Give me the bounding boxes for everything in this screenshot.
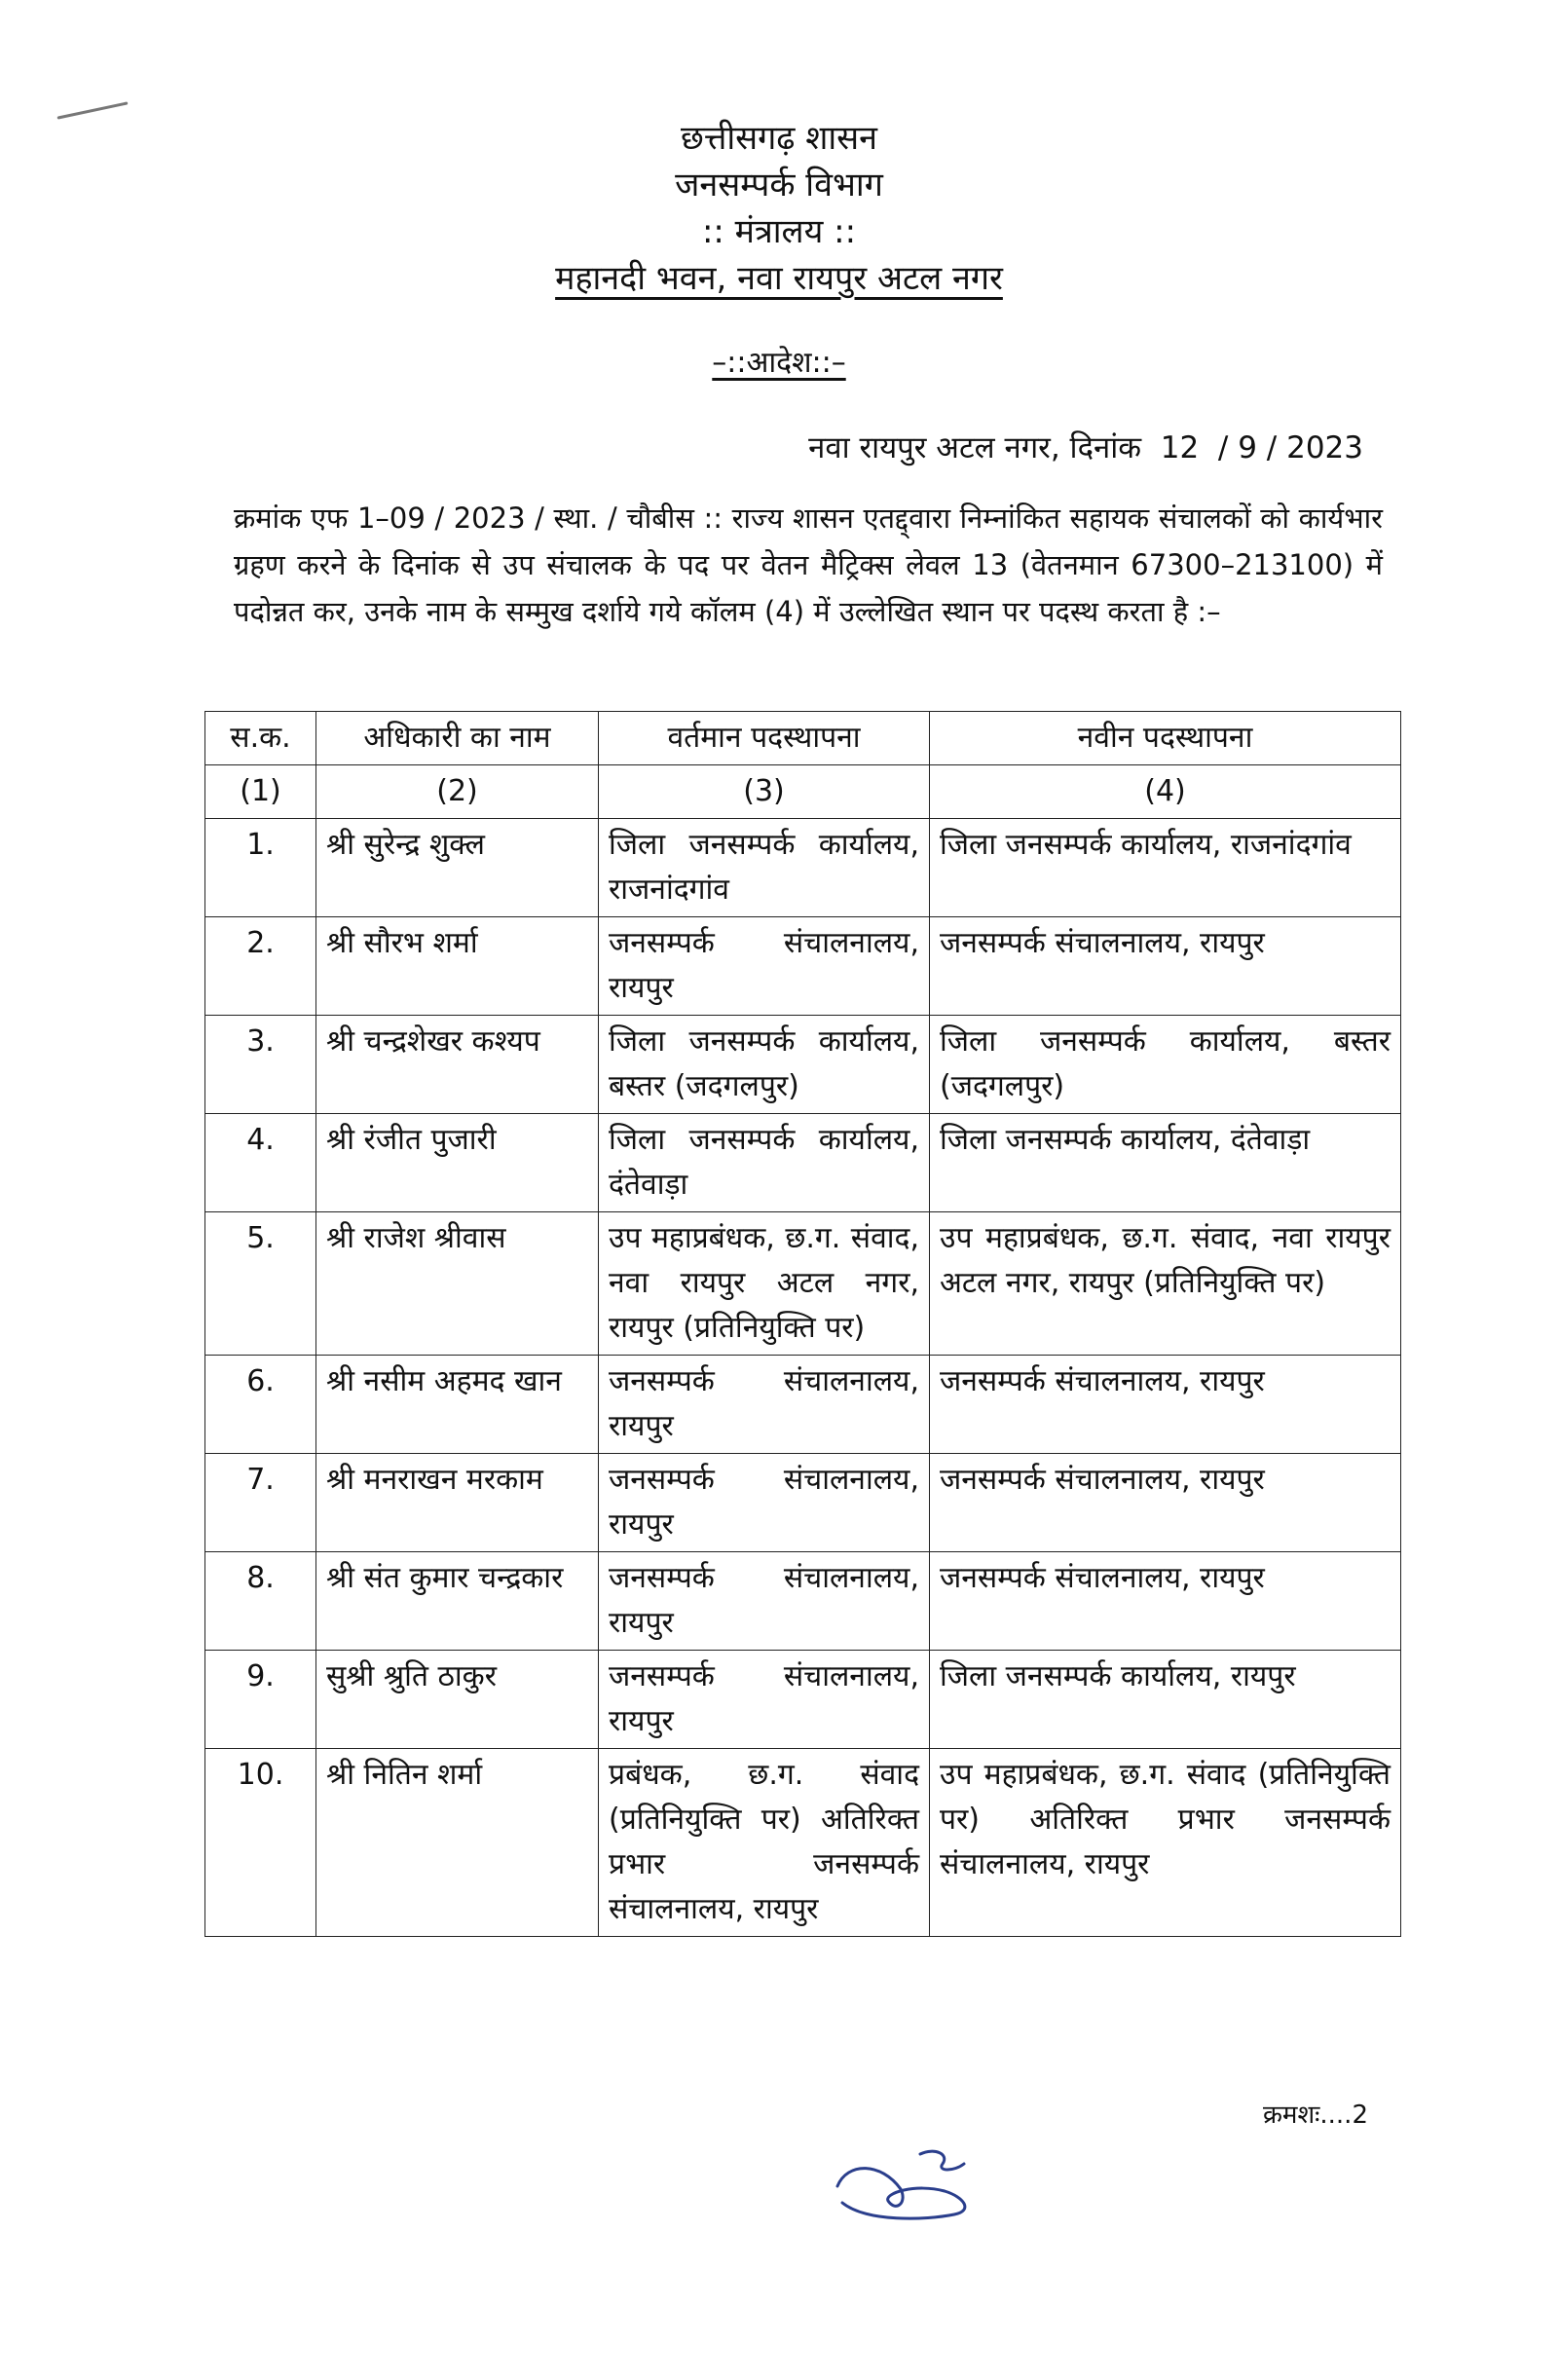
continued-marker: क्रमशः....2	[1262, 2101, 1368, 2130]
cell-serial: 4.	[205, 1114, 316, 1212]
table-row	[205, 1552, 1401, 1651]
cell-officer-name: श्री मनराखन मरकाम	[316, 1454, 599, 1552]
government-name: छत्तीसगढ़ शासन	[681, 119, 877, 158]
cell-current-posting: जनसम्पर्क संचालनालय, रायपुर	[599, 917, 930, 1016]
col-number-4: (4)	[930, 765, 1401, 819]
cell-new-posting: उप महाप्रबंधक, छ.ग. संवाद, नवा रायपुर अटल नगर, रायपुर (प्रतिनियुक्ति पर)	[930, 1212, 1401, 1356]
date-line: नवा रायपुर अटल नगर, दिनांक 12 / 9 / 2023	[808, 430, 1363, 465]
header-serial: स.क.	[205, 712, 316, 765]
table-row	[205, 1114, 1401, 1212]
order-paragraph: क्रमांक एफ 1–09 / 2023 / स्था. / चौबीस :: राज्य शासन एतद्द्वारा निम्नांकित सहायक संचालकों को कार्यभार ग्रहण करने के दिनांक से उप संचालक के पद पर वेतन मैट्रिक्स लेवल 13 (वेतनमान 67300–213100) में पदोन्नत कर, उनके नाम के सम्मुख दर्शाये गये कॉलम (4) में उल्लेखित स्थान पर पदस्थ करता है :–	[234, 502, 1383, 628]
cell-officer-name: श्री राजेश श्रीवास	[316, 1212, 599, 1356]
cell-current-posting: जिला जनसम्पर्क कार्यालय, दंतेवाड़ा	[599, 1114, 930, 1212]
cell-current-posting: उप महाप्रबंधक, छ.ग. संवाद, नवा रायपुर अटल नगर, रायपुर (प्रतिनियुक्ति पर)	[599, 1212, 930, 1356]
table-row	[205, 1749, 1401, 1937]
cell-officer-name: श्री सौरभ शर्मा	[316, 917, 599, 1016]
header-officer-name: अधिकारी का नाम	[316, 712, 599, 765]
table-row	[205, 819, 1401, 917]
cell-officer-name: श्री नसीम अहमद खान	[316, 1356, 599, 1454]
cell-serial: 1.	[205, 819, 316, 917]
cell-serial: 10.	[205, 1749, 316, 1937]
cell-serial: 2.	[205, 917, 316, 1016]
header-new-posting: नवीन पदस्थापना	[930, 712, 1401, 765]
cell-officer-name: श्री संत कुमार चन्द्रकार	[316, 1552, 599, 1651]
col-number-2: (2)	[316, 765, 599, 819]
cell-current-posting: जिला जनसम्पर्क कार्यालय, बस्तर (जदगलपुर)	[599, 1016, 930, 1114]
cell-current-posting: जनसम्पर्क संचालनालय, रायपुर	[599, 1356, 930, 1454]
cell-new-posting: जिला जनसम्पर्क कार्यालय, रायपुर	[930, 1651, 1401, 1749]
table-row	[205, 1212, 1401, 1356]
department-name: जनसम्पर्क विभाग	[675, 166, 883, 205]
table-row	[205, 1356, 1401, 1454]
table-row	[205, 1454, 1401, 1552]
col-number-3: (3)	[599, 765, 930, 819]
cell-new-posting: जिला जनसम्पर्क कार्यालय, राजनांदगांव	[930, 819, 1401, 917]
cell-new-posting: जिला जनसम्पर्क कार्यालय, बस्तर (जदगलपुर)	[930, 1016, 1401, 1114]
cell-officer-name: श्री चन्द्रशेखर कश्यप	[316, 1016, 599, 1114]
cell-new-posting: उप महाप्रबंधक, छ.ग. संवाद (प्रतिनियुक्ति पर) अतिरिक्त प्रभार जनसम्पर्क संचालनालय, रायपुर	[930, 1749, 1401, 1937]
cell-serial: 9.	[205, 1651, 316, 1749]
cell-current-posting: जनसम्पर्क संचालनालय, रायपुर	[599, 1454, 930, 1552]
signature	[828, 2142, 993, 2230]
header-current-posting: वर्तमान पदस्थापना	[599, 712, 930, 765]
cell-serial: 8.	[205, 1552, 316, 1651]
cell-serial: 5.	[205, 1212, 316, 1356]
order-title-text: –::आदेश::–	[712, 346, 846, 380]
cell-officer-name: श्री नितिन शर्मा	[316, 1749, 599, 1937]
table-header-row	[205, 712, 1401, 765]
cell-officer-name: श्री रंजीत पुजारी	[316, 1114, 599, 1212]
cell-new-posting: जनसम्पर्क संचालनालय, रायपुर	[930, 1356, 1401, 1454]
cell-current-posting: जिला जनसम्पर्क कार्यालय, राजनांदगांव	[599, 819, 930, 917]
table-row	[205, 1651, 1401, 1749]
office-address: महानदी भवन, नवा रायपुर अटल नगर	[555, 259, 1003, 298]
table-column-number-row	[205, 765, 1401, 819]
cell-current-posting: जनसम्पर्क संचालनालय, रायपुर	[599, 1552, 930, 1651]
cell-serial: 3.	[205, 1016, 316, 1114]
table-row	[205, 917, 1401, 1016]
cell-current-posting: जनसम्पर्क संचालनालय, रायपुर	[599, 1651, 930, 1749]
cell-officer-name: सुश्री श्रुति ठाकुर	[316, 1651, 599, 1749]
cell-current-posting: प्रबंधक, छ.ग. संवाद (प्रतिनियुक्ति पर) अतिरिक्त प्रभार जनसम्पर्क संचालनालय, रायपुर	[599, 1749, 930, 1937]
table-body	[205, 819, 1401, 1937]
order-title	[0, 341, 1558, 381]
table-row	[205, 1016, 1401, 1114]
posting-table	[204, 711, 1401, 1937]
letterhead	[0, 115, 1558, 302]
ministry-label: :: मंत्रालय ::	[701, 212, 857, 251]
col-number-1: (1)	[205, 765, 316, 819]
cell-serial: 7.	[205, 1454, 316, 1552]
cell-new-posting: जनसम्पर्क संचालनालय, रायपुर	[930, 1552, 1401, 1651]
cell-new-posting: जिला जनसम्पर्क कार्यालय, दंतेवाड़ा	[930, 1114, 1401, 1212]
cell-serial: 6.	[205, 1356, 316, 1454]
cell-new-posting: जनसम्पर्क संचालनालय, रायपुर	[930, 1454, 1401, 1552]
cell-new-posting: जनसम्पर्क संचालनालय, रायपुर	[930, 917, 1401, 1016]
cell-officer-name: श्री सुरेन्द्र शुक्ल	[316, 819, 599, 917]
